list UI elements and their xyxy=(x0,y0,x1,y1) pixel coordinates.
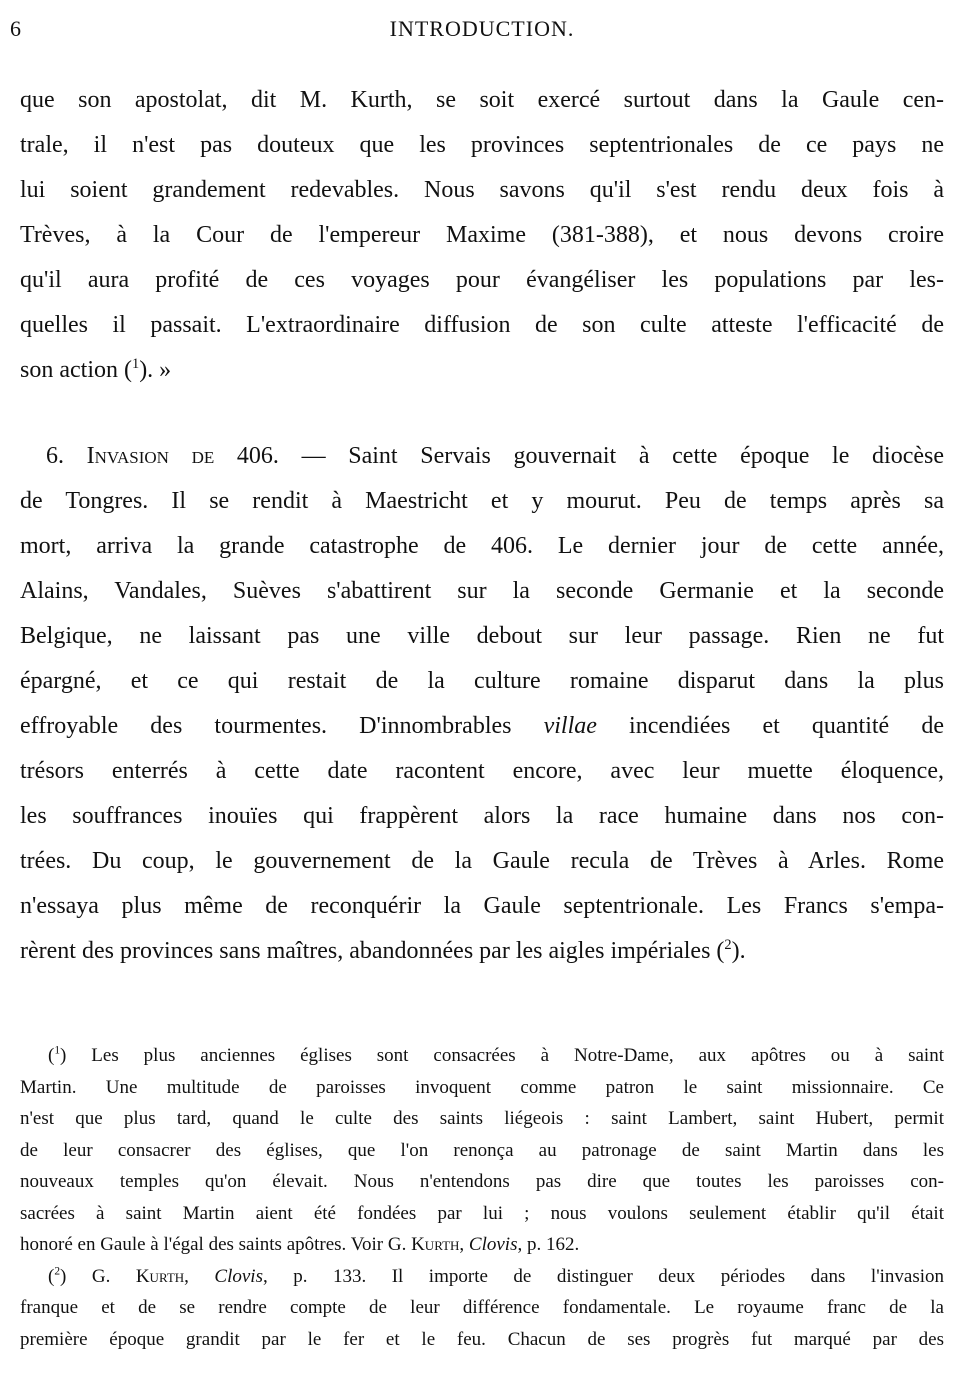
footnotes xyxy=(20,1040,945,1355)
footnote-1 xyxy=(20,1040,944,1261)
text-line xyxy=(20,348,944,393)
main-text xyxy=(20,78,944,974)
text-line: franque et de se rendre compte de leur différence fondamentale. Le royaume franc de la xyxy=(20,1297,944,1318)
section-paragraph xyxy=(20,434,944,974)
text: G. xyxy=(66,1265,136,1287)
text-line: première époque grandit par le fer et le feu. Chacun de ses progrès fut marqué par des xyxy=(20,1328,944,1350)
text-line: mort, arriva la grande catastrophe de 406. Le dernier jour de cette année, xyxy=(20,533,944,559)
text-line: Belgique, ne laissant pas une ville debout sur leur passage. Rien ne fut xyxy=(20,623,944,649)
text-line: nouveaux temples qu'on élevait. Nous n'entendons pas dire que toutes les paroisses con- xyxy=(20,1171,944,1192)
text: , p. 162. xyxy=(517,1234,580,1255)
author: Kurth xyxy=(135,1265,185,1287)
text-line: n'est que plus tard, quand le culte des saints liégeois : saint Lambert, saint Hubert, permit xyxy=(20,1108,944,1129)
text-line: qu'il aura profité de ces voyages pour évangéliser les populations par les- xyxy=(20,267,944,293)
text-line: n'essaya plus même de reconquérir la Gaule septentrionale. Les Francs s'empa- xyxy=(20,893,944,919)
text: ). » xyxy=(139,357,172,383)
text-line xyxy=(20,434,944,479)
footnote-ref[interactable]: 1 xyxy=(131,356,140,372)
text: ). xyxy=(731,938,746,964)
footnote-ref[interactable]: 2 xyxy=(724,937,732,953)
footnote-marker: 1 xyxy=(54,1044,61,1057)
author: Kurth xyxy=(411,1234,460,1255)
book-title: Clovis xyxy=(468,1234,518,1255)
paragraph xyxy=(20,78,944,393)
text-line: quelles il passait. L'extraordinaire diffusion de son culte atteste l'efficacité de xyxy=(20,312,944,338)
text-line: sacrées à saint Martin aient été fondées par lui ; nous voulons seulement établir qu'il était xyxy=(20,1202,944,1224)
text-line: que son apostolat, dit M. Kurth, se soit exercé surtout dans la Gaule cen- xyxy=(20,87,944,113)
text-line: les souffrances inouïes qui frappèrent alors la race humaine dans nos con- xyxy=(20,803,944,829)
text: son action ( xyxy=(20,357,132,383)
section-number: 6. xyxy=(46,443,87,469)
text-line: Alains, Vandales, Suèves s'abattirent sur la seconde Germanie et la seconde xyxy=(20,578,944,604)
text-line xyxy=(20,704,944,749)
text-line: de leur consacrer des églises, que l'on renonça au patronage de saint Martin dans les xyxy=(20,1139,944,1161)
running-header xyxy=(0,16,964,46)
page-number: 6 xyxy=(10,16,21,41)
text-line: Martin. Une multitude de paroisses invoquent comme patron le saint missionnaire. Ce xyxy=(20,1076,944,1098)
footnote-2 xyxy=(20,1261,945,1356)
text-line: de Tongres. Il se rendit à Maestricht et y mourut. Peu de temps après sa xyxy=(20,488,944,514)
text: incendiées et quantité de xyxy=(596,713,944,739)
text-line: trésors enterrés à cette date racontent encore, avec leur muette éloquence, xyxy=(20,758,944,784)
text-line xyxy=(20,929,944,974)
text: , p. 133. Il importe de distinguer deux périodes dans l'invasion xyxy=(262,1265,945,1287)
text: Les plus anciennes églises sont consacrées à Notre-Dame, aux apôtres ou à saint xyxy=(66,1045,944,1066)
running-title: INTRODUCTION. xyxy=(389,16,575,41)
text-line: lui soient grandement redevables. Nous savons qu'il s'est rendu deux fois à xyxy=(20,177,944,203)
text-line xyxy=(20,1229,944,1261)
text-line: épargné, et ce qui restait de la culture romaine disparut dans la plus xyxy=(20,668,944,694)
text-line: Trèves, à la Cour de l'empereur Maxime (381-388), et nous devons croire xyxy=(20,222,944,248)
text: — Saint Servais gouvernait à cette époque le diocèse xyxy=(278,443,944,469)
book-title: Clovis xyxy=(214,1265,263,1287)
text: rèrent des provinces sans maîtres, abandonnées par les aigles impériales ( xyxy=(20,938,725,964)
text: , xyxy=(184,1265,215,1287)
text-line: trale, il n'est pas douteux que les provinces septentrionales de ce pays ne xyxy=(20,132,944,158)
text-line: ($^2$) G. Kurth, Clovis, p. 133. Il importe de distinguer deux périodes dans l'invasion xyxy=(48,1265,945,1287)
footnote-marker: 2 xyxy=(54,1265,61,1278)
italic-term: villae xyxy=(543,713,597,739)
section-heading: Invasion de 406. xyxy=(86,443,279,469)
text: , xyxy=(459,1234,469,1255)
text-line: ($^1$) Les plus anciennes églises sont consacrées à Notre-Dame, aux apôtres ou à saint xyxy=(48,1044,944,1066)
text: honoré en Gaule à l'égal des saints apôtres. Voir G. xyxy=(20,1234,412,1255)
text: effroyable des tourmentes. D'innombrables xyxy=(20,713,544,739)
text-line: trées. Du coup, le gouvernement de la Gaule recula de Trèves à Arles. Rome xyxy=(20,848,944,874)
